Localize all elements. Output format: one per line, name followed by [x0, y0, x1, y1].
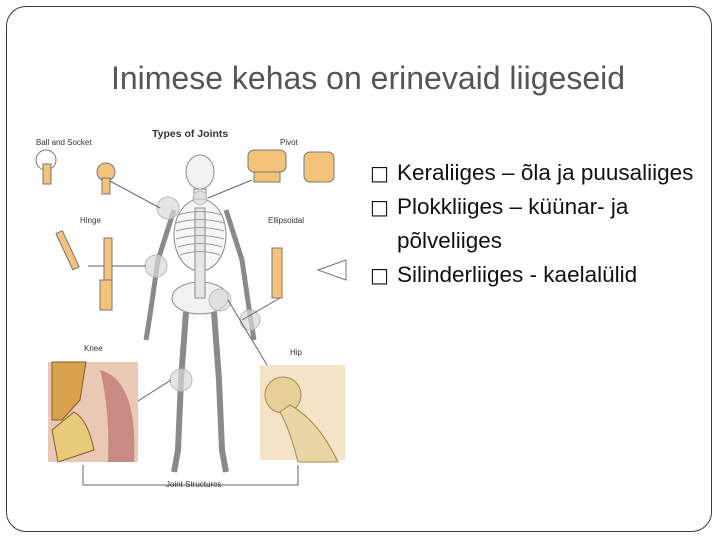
label-joint-structures: Joint Structures — [166, 480, 222, 489]
bullet-marker: □ — [370, 161, 389, 185]
label-hinge: Hinge — [80, 216, 101, 225]
bullet-text: Plokkliiges – küünar- ja põlveliiges — [397, 194, 629, 253]
bullet-marker: □ — [370, 195, 389, 219]
figure-title: Types of Joints — [152, 128, 229, 140]
label-pivot: Pivot — [280, 138, 298, 147]
label-ellipsoidal: Ellipsoidal — [268, 216, 305, 225]
bullet-list — [370, 156, 700, 292]
label-hip: Hip — [290, 348, 303, 357]
skeleton-figure — [28, 120, 358, 495]
joint-types-illustration — [28, 120, 358, 495]
label-knee: Knee — [84, 344, 103, 353]
bullet-item — [370, 258, 700, 292]
bullet-text: Keraliiges – õla ja puusaliiges — [397, 160, 694, 185]
slide-title: Inimese kehas on erinevaid liigeseid — [110, 60, 626, 96]
bullet-marker: □ — [370, 263, 389, 287]
bullet-item — [370, 156, 700, 190]
bullet-item — [370, 190, 700, 258]
label-ball-and-socket: Ball and Socket — [36, 138, 92, 147]
bullet-text: Silinderliiges - kaelalülid — [397, 262, 638, 287]
